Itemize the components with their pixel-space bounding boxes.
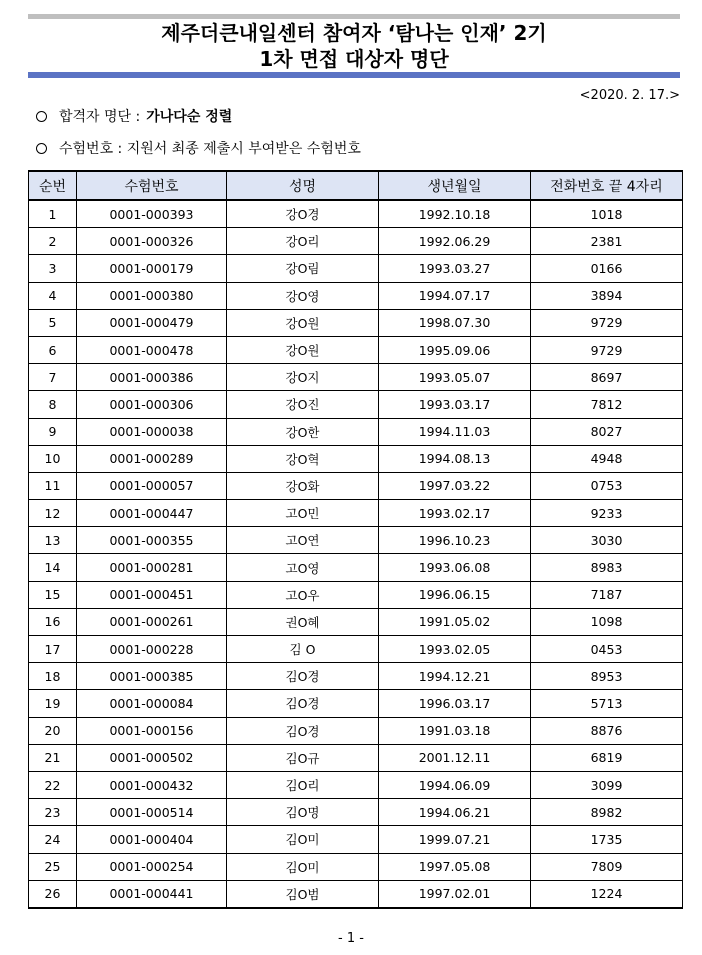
cell-name: 김O경 <box>227 690 379 717</box>
table-row <box>29 717 683 744</box>
cell-seq: 16 <box>29 608 77 635</box>
page-number: - 1 - <box>338 931 364 946</box>
cell-seq: 17 <box>29 636 77 663</box>
cell-phone-last4: 6819 <box>531 744 683 771</box>
cell-birthdate: 1993.05.07 <box>379 364 531 391</box>
table-row <box>29 472 683 499</box>
cell-exam-number: 0001-000355 <box>77 527 227 554</box>
cell-seq: 5 <box>29 309 77 336</box>
cell-exam-number: 0001-000385 <box>77 663 227 690</box>
note-sort-order <box>36 106 232 126</box>
cell-seq: 25 <box>29 853 77 880</box>
cell-birthdate: 1992.10.18 <box>379 200 531 228</box>
cell-seq: 15 <box>29 581 77 608</box>
cell-phone-last4: 7809 <box>531 853 683 880</box>
cell-exam-number: 0001-000179 <box>77 255 227 282</box>
cell-phone-last4: 9729 <box>531 309 683 336</box>
cell-name: 김O규 <box>227 744 379 771</box>
cell-exam-number: 0001-000404 <box>77 826 227 853</box>
cell-exam-number: 0001-000479 <box>77 309 227 336</box>
cell-birthdate: 1992.06.29 <box>379 228 531 255</box>
cell-name: 고O우 <box>227 581 379 608</box>
cell-seq: 1 <box>29 200 77 228</box>
cell-name: 강O리 <box>227 228 379 255</box>
cell-name: 강O지 <box>227 364 379 391</box>
cell-phone-last4: 0453 <box>531 636 683 663</box>
cell-birthdate: 1993.02.05 <box>379 636 531 663</box>
cell-phone-last4: 3099 <box>531 771 683 798</box>
cell-phone-last4: 8983 <box>531 554 683 581</box>
cell-name: 김O리 <box>227 771 379 798</box>
cell-birthdate: 1994.07.17 <box>379 282 531 309</box>
cell-name: 강O영 <box>227 282 379 309</box>
cell-name: 강O한 <box>227 418 379 445</box>
cell-birthdate: 1997.03.22 <box>379 472 531 499</box>
cell-seq: 2 <box>29 228 77 255</box>
cell-seq: 20 <box>29 717 77 744</box>
bullet-circle-icon <box>36 143 47 154</box>
cell-birthdate: 1993.03.17 <box>379 391 531 418</box>
cell-name: 강O혁 <box>227 445 379 472</box>
cell-seq: 9 <box>29 418 77 445</box>
cell-exam-number: 0001-000228 <box>77 636 227 663</box>
title-underline-bar <box>28 72 680 78</box>
cell-phone-last4: 1098 <box>531 608 683 635</box>
table-row <box>29 744 683 771</box>
cell-name: 강O화 <box>227 472 379 499</box>
table-row <box>29 554 683 581</box>
table-row <box>29 445 683 472</box>
cell-name: 김O미 <box>227 853 379 880</box>
cell-phone-last4: 8697 <box>531 364 683 391</box>
cell-phone-last4: 7812 <box>531 391 683 418</box>
cell-birthdate: 1996.06.15 <box>379 581 531 608</box>
cell-phone-last4: 0753 <box>531 472 683 499</box>
cell-exam-number: 0001-000281 <box>77 554 227 581</box>
table-row <box>29 200 683 228</box>
bullet-circle-icon <box>36 111 47 122</box>
note-sort-value: 가나다순 정렬 <box>146 109 233 125</box>
cell-exam-number: 0001-000386 <box>77 364 227 391</box>
table-row <box>29 636 683 663</box>
cell-birthdate: 1998.07.30 <box>379 309 531 336</box>
table-row <box>29 771 683 798</box>
table-row <box>29 826 683 853</box>
cell-birthdate: 1994.06.21 <box>379 799 531 826</box>
cell-seq: 23 <box>29 799 77 826</box>
table-row <box>29 309 683 336</box>
cell-seq: 13 <box>29 527 77 554</box>
cell-exam-number: 0001-000451 <box>77 581 227 608</box>
table-row <box>29 663 683 690</box>
document-date: <2020. 2. 17.> <box>579 88 680 103</box>
cell-phone-last4: 8876 <box>531 717 683 744</box>
cell-exam-number: 0001-000038 <box>77 418 227 445</box>
cell-birthdate: 1991.05.02 <box>379 608 531 635</box>
cell-phone-last4: 3030 <box>531 527 683 554</box>
header-seq: 순번 <box>29 171 77 200</box>
cell-exam-number: 0001-000306 <box>77 391 227 418</box>
cell-seq: 22 <box>29 771 77 798</box>
cell-phone-last4: 8953 <box>531 663 683 690</box>
cell-exam-number: 0001-000502 <box>77 744 227 771</box>
cell-exam-number: 0001-000156 <box>77 717 227 744</box>
top-divider <box>28 14 680 19</box>
cell-seq: 24 <box>29 826 77 853</box>
cell-birthdate: 1995.09.06 <box>379 336 531 363</box>
table-row <box>29 608 683 635</box>
document-title <box>28 20 680 72</box>
cell-phone-last4: 5713 <box>531 690 683 717</box>
cell-birthdate: 1993.03.27 <box>379 255 531 282</box>
cell-phone-last4: 2381 <box>531 228 683 255</box>
cell-phone-last4: 8982 <box>531 799 683 826</box>
cell-seq: 11 <box>29 472 77 499</box>
cell-seq: 21 <box>29 744 77 771</box>
cell-exam-number: 0001-000393 <box>77 200 227 228</box>
header-exam-number: 수험번호 <box>77 171 227 200</box>
cell-birthdate: 1997.05.08 <box>379 853 531 880</box>
cell-birthdate: 1996.10.23 <box>379 527 531 554</box>
cell-name: 강O원 <box>227 336 379 363</box>
cell-seq: 26 <box>29 880 77 908</box>
title-line-1: 제주더큰내일센터 참여자 ‘탐나는 인재’ 2기 <box>161 21 547 45</box>
cell-name: 강O원 <box>227 309 379 336</box>
table-row <box>29 690 683 717</box>
cell-phone-last4: 1735 <box>531 826 683 853</box>
note-exam-number <box>36 138 361 158</box>
cell-phone-last4: 1224 <box>531 880 683 908</box>
cell-birthdate: 1994.06.09 <box>379 771 531 798</box>
table-row <box>29 364 683 391</box>
cell-birthdate: 2001.12.11 <box>379 744 531 771</box>
cell-exam-number: 0001-000084 <box>77 690 227 717</box>
table-row <box>29 418 683 445</box>
table-row <box>29 391 683 418</box>
cell-seq: 10 <box>29 445 77 472</box>
cell-exam-number: 0001-000478 <box>77 336 227 363</box>
cell-exam-number: 0001-000289 <box>77 445 227 472</box>
cell-phone-last4: 4948 <box>531 445 683 472</box>
cell-exam-number: 0001-000261 <box>77 608 227 635</box>
table-row <box>29 255 683 282</box>
cell-seq: 19 <box>29 690 77 717</box>
cell-name: 고O연 <box>227 527 379 554</box>
cell-birthdate: 1996.03.17 <box>379 690 531 717</box>
cell-name: 강O진 <box>227 391 379 418</box>
table-row <box>29 228 683 255</box>
cell-name: 고O민 <box>227 500 379 527</box>
cell-exam-number: 0001-000380 <box>77 282 227 309</box>
cell-phone-last4: 7187 <box>531 581 683 608</box>
cell-birthdate: 1993.06.08 <box>379 554 531 581</box>
cell-exam-number: 0001-000254 <box>77 853 227 880</box>
table-row <box>29 527 683 554</box>
cell-phone-last4: 1018 <box>531 200 683 228</box>
note-sort-label: 합격자 명단 : <box>59 109 141 125</box>
header-birthdate: 생년월일 <box>379 171 531 200</box>
cell-seq: 14 <box>29 554 77 581</box>
cell-phone-last4: 8027 <box>531 418 683 445</box>
cell-seq: 4 <box>29 282 77 309</box>
cell-name: 김O경 <box>227 663 379 690</box>
cell-name: 김O명 <box>227 799 379 826</box>
cell-birthdate: 1999.07.21 <box>379 826 531 853</box>
cell-name: 김 O <box>227 636 379 663</box>
header-name: 성명 <box>227 171 379 200</box>
cell-seq: 8 <box>29 391 77 418</box>
cell-name: 권O혜 <box>227 608 379 635</box>
cell-birthdate: 1994.08.13 <box>379 445 531 472</box>
cell-exam-number: 0001-000447 <box>77 500 227 527</box>
cell-birthdate: 1994.11.03 <box>379 418 531 445</box>
candidate-table <box>28 170 683 909</box>
cell-name: 김O범 <box>227 880 379 908</box>
cell-exam-number: 0001-000441 <box>77 880 227 908</box>
table-row <box>29 853 683 880</box>
cell-exam-number: 0001-000432 <box>77 771 227 798</box>
cell-phone-last4: 9233 <box>531 500 683 527</box>
header-phone-last4: 전화번호 끝 4자리 <box>531 171 683 200</box>
cell-exam-number: 0001-000326 <box>77 228 227 255</box>
table-row <box>29 500 683 527</box>
cell-name: 김O미 <box>227 826 379 853</box>
cell-phone-last4: 3894 <box>531 282 683 309</box>
table-row <box>29 282 683 309</box>
cell-exam-number: 0001-000057 <box>77 472 227 499</box>
cell-birthdate: 1991.03.18 <box>379 717 531 744</box>
table-row <box>29 880 683 908</box>
table-row <box>29 799 683 826</box>
cell-phone-last4: 9729 <box>531 336 683 363</box>
cell-birthdate: 1994.12.21 <box>379 663 531 690</box>
table-header-row <box>29 171 683 200</box>
cell-name: 강O림 <box>227 255 379 282</box>
cell-exam-number: 0001-000514 <box>77 799 227 826</box>
cell-seq: 6 <box>29 336 77 363</box>
cell-phone-last4: 0166 <box>531 255 683 282</box>
cell-name: 고O영 <box>227 554 379 581</box>
cell-birthdate: 1993.02.17 <box>379 500 531 527</box>
cell-name: 강O경 <box>227 200 379 228</box>
cell-seq: 12 <box>29 500 77 527</box>
cell-seq: 3 <box>29 255 77 282</box>
cell-seq: 7 <box>29 364 77 391</box>
table-row <box>29 336 683 363</box>
cell-birthdate: 1997.02.01 <box>379 880 531 908</box>
table-row <box>29 581 683 608</box>
cell-seq: 18 <box>29 663 77 690</box>
cell-name: 김O경 <box>227 717 379 744</box>
note-exam-label: 수험번호 : 지원서 최종 제출시 부여받은 수험번호 <box>59 141 361 157</box>
title-line-2: 1차 면접 대상자 명단 <box>259 47 449 71</box>
